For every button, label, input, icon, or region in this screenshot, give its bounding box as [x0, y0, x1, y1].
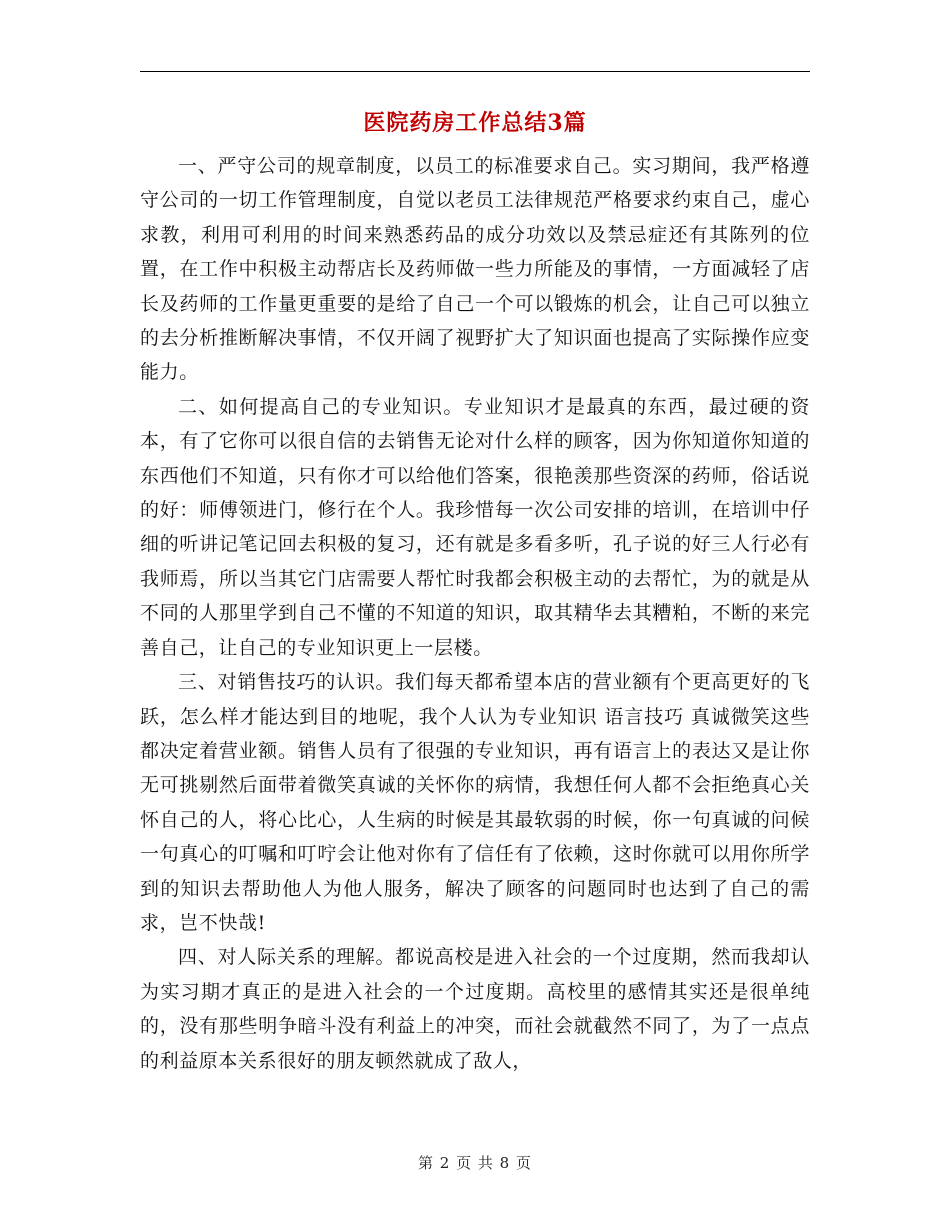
document-body [140, 149, 810, 1078]
page-number-footer: 第 2 页 共 8 页 [418, 1154, 532, 1172]
header-rule [140, 71, 810, 72]
paragraph-3: 三、对销售技巧的认识。我们每天都希望本店的营业额有个更高更好的飞跃，怎么样才能达到目的地呢，我个人认为专业知识 语言技巧 真诚微笑这些都决定着营业额。销售人员有了很强的专业知识，再有语言上的表达又是让你无可挑剔然后面带着微笑真诚的关怀你的病情，我想任何人都不会拒绝真心关怀自己的人，将心比心，人生病的时候是其最软弱的时候，你一句真诚的问候一句真心的叮嘱和叮咛会让他对你有了信任有了依赖，这时你就可以用你所学到的知识去帮助他人为他人服务，解决了顾客的问题同时也达到了自己的需求，岂不快哉! [140, 671, 810, 934]
document-title: 医院药房工作总结3篇 [363, 110, 587, 136]
paragraph-4: 四、对人际关系的理解。都说高校是进入社会的一个过度期，然而我却认为实习期才真正的是进入社会的一个过度期。高校里的感情其实还是很单纯的，没有那些明争暗斗没有利益上的冲突，而社会就截然不同了，为了一点点的利益原本关系很好的朋友顿然就成了敌人， [140, 946, 810, 1072]
paragraph-2: 二、如何提高自己的专业知识。专业知识才是最真的东西，最过硬的资本，有了它你可以很自信的去销售无论对什么样的顾客，因为你知道你知道的东西他们不知道，只有你才可以给他们答案，很艳羡那些资深的药师，俗话说的好：师傅领进门，修行在个人。我珍惜每一次公司安排的培训，在培训中仔细的听讲记笔记回去积极的复习，还有就是多看多听，孔子说的好三人行必有我师焉，所以当其它门店需要人帮忙时我都会积极主动的去帮忙，为的就是从不同的人那里学到自己不懂的不知道的知识，取其精华去其糟粕，不断的来完善自己，让自己的专业知识更上一层楼。 [140, 395, 810, 659]
paragraph-1: 一、严守公司的规章制度，以员工的标准要求自己。实习期间，我严格遵守公司的一切工作管理制度，自觉以老员工法律规范严格要求约束自己，虚心求教，利用可利用的时间来熟悉药品的成分功效以及禁忌症还有其陈列的位置，在工作中积极主动帮店长及药师做一些力所能及的事情，一方面减轻了店长及药师的工作量更重要的是给了自己一个可以锻炼的机会，让自己可以独立的去分析推断解决事情，不仅开阔了视野扩大了知识面也提高了实际操作应变能力。 [140, 155, 810, 384]
